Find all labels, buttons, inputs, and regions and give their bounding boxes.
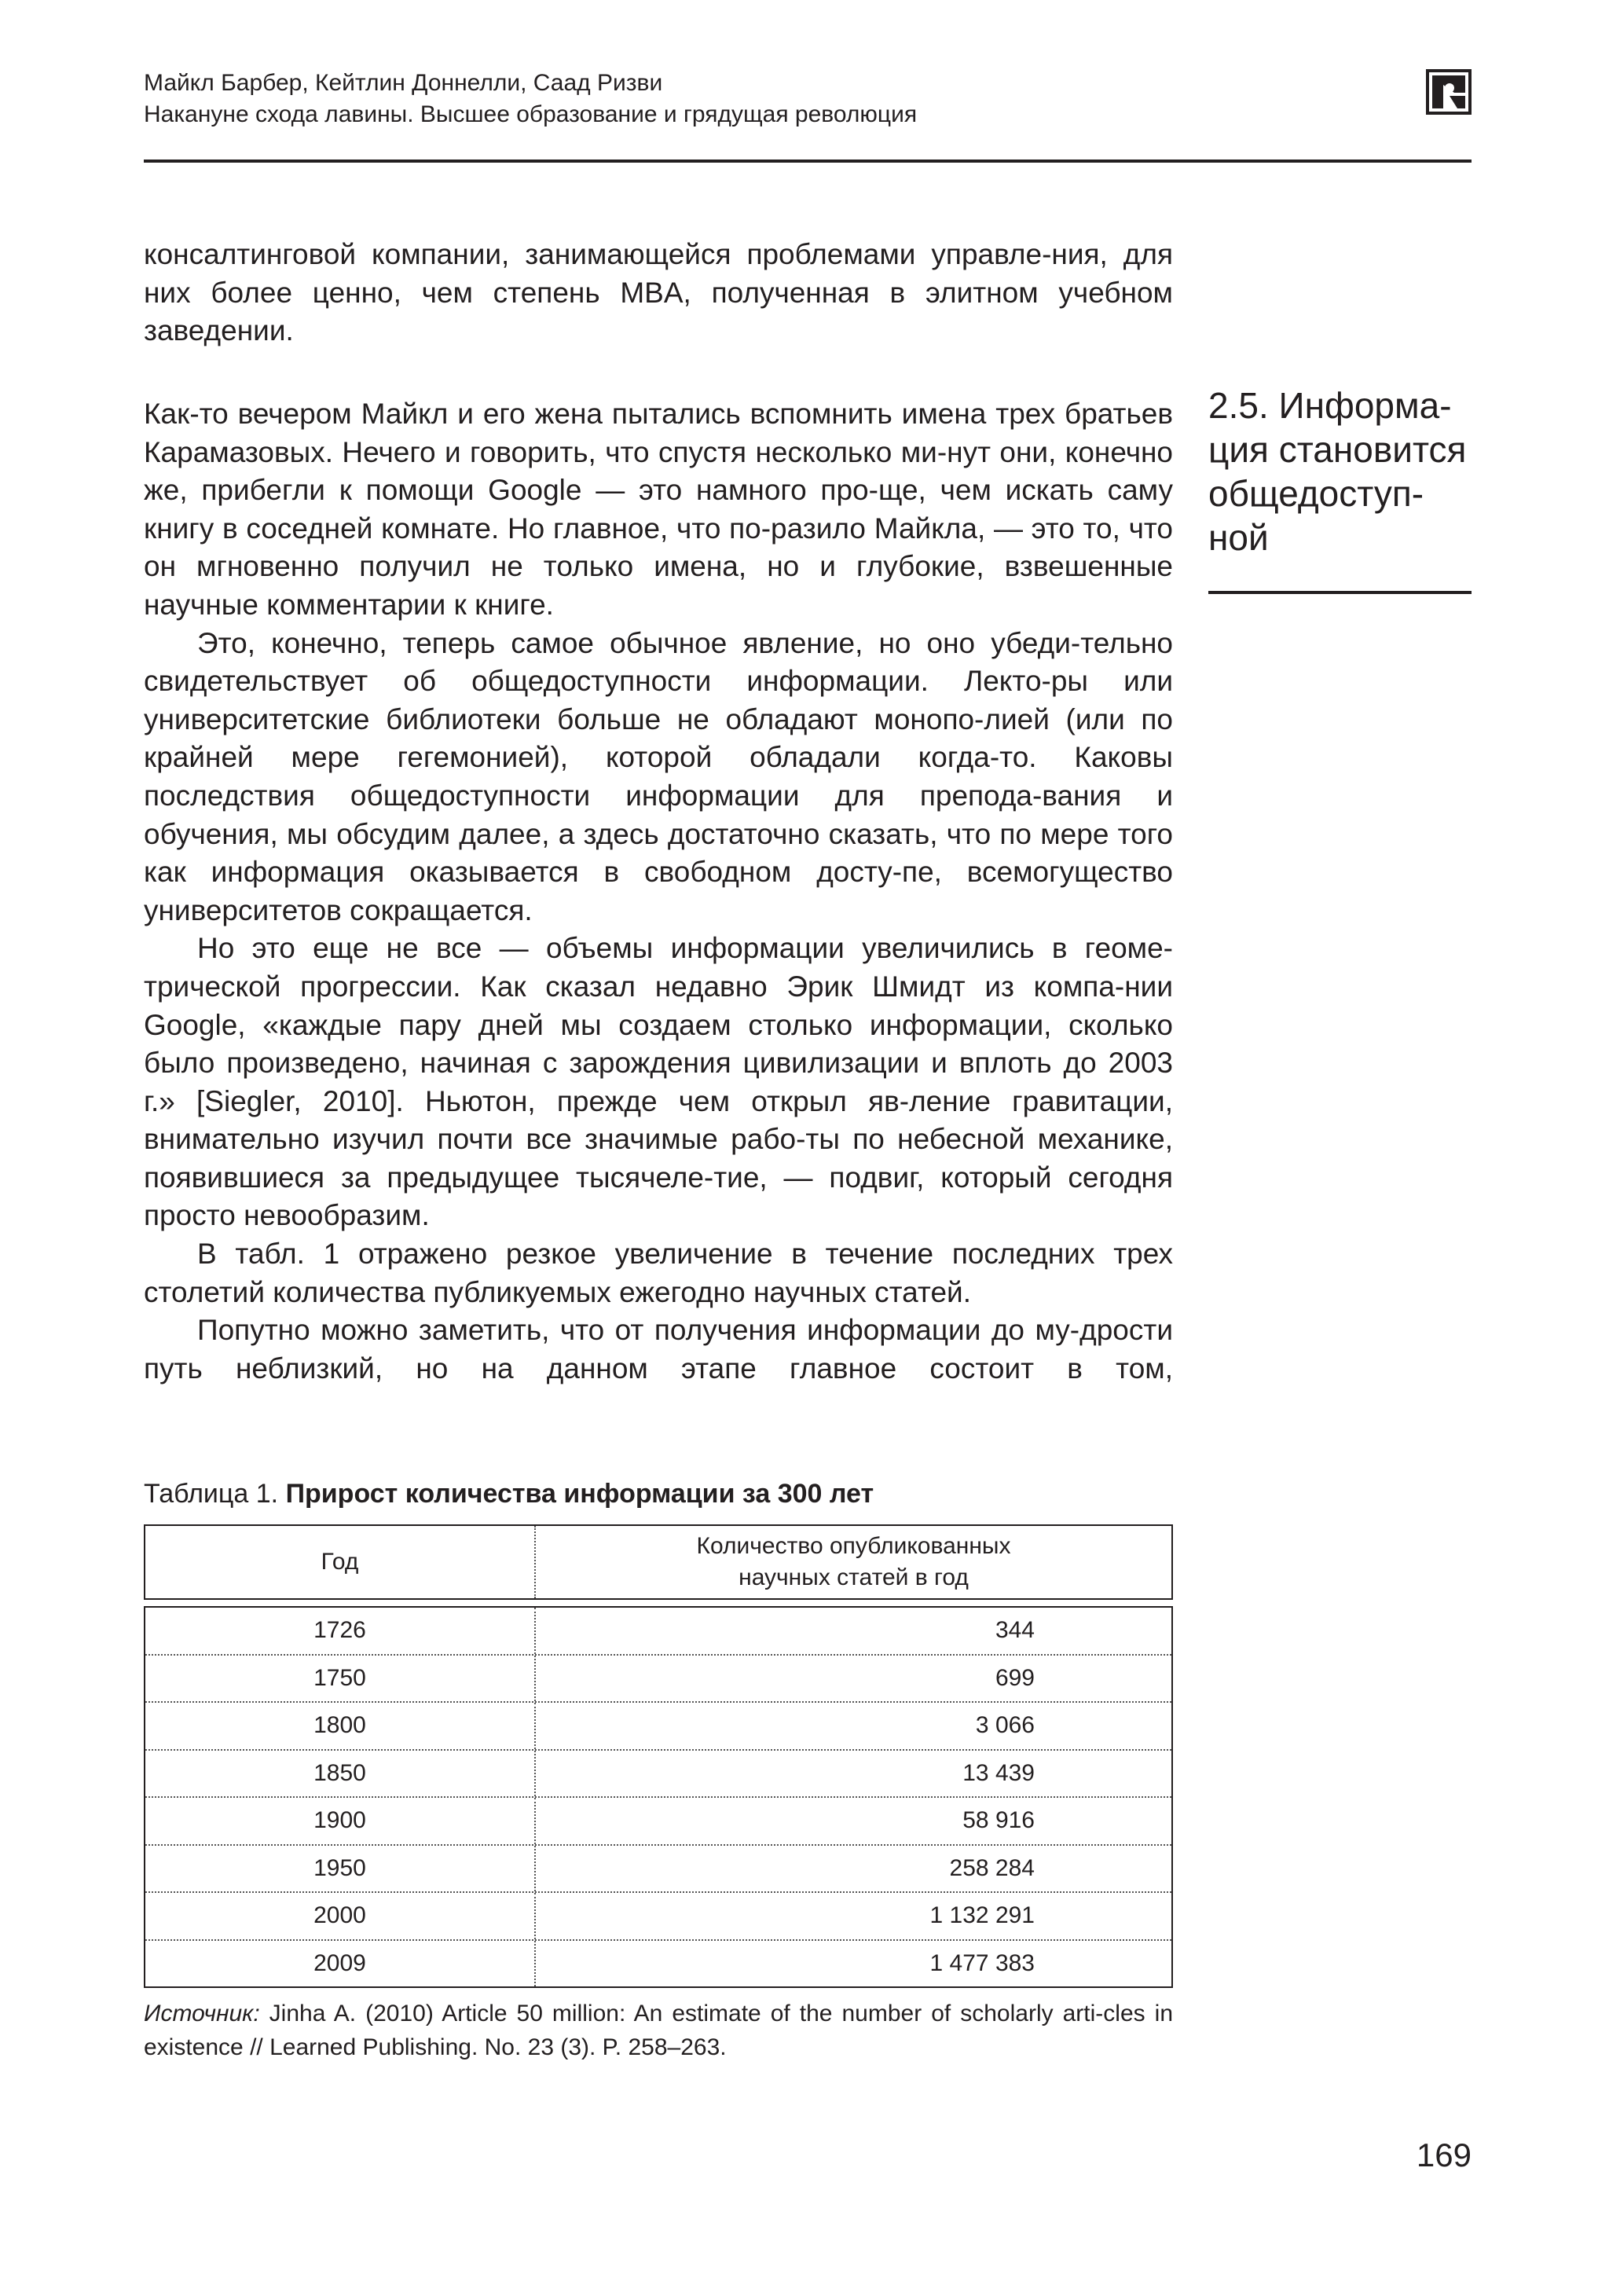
paragraph-3: Но это еще не все — объемы информации увеличились в геоме-трической прогрессии. Как сказал недавно Эрик Шмидт из компа-нии Google, «каждые пару дней мы создаем столько информации, сколько было произведено, начиная с зарождения цивилизации и вплоть до 2003 г.» [Siegler, 2010]. Ньютон, прежде чем открыл яв-ление гравитации, внимательно изучил почти все значимые рабо-ты по небесной механике, появившиеся за предыдущее тысячеле-тие, — подвиг, который сегодня просто невообразим. bbox=[144, 932, 1173, 1232]
source-text: Jinha A. (2010) Article 50 million: An estimate of the number of scholarly arti-cles in existence // Learned Publishing. No. 23 (3). P. 258–263. bbox=[144, 2001, 1173, 2060]
cell-count: 258 284 bbox=[949, 1854, 1035, 1881]
paragraph-5: Попутно можно заметить, что от получения информации до му-дрости путь неблизкий, но на данном этапе главное состоит в том, bbox=[144, 1314, 1173, 1385]
header-authors: Майкл Барбер, Кейтлин Доннелли, Саад Ризви bbox=[144, 70, 663, 96]
cell-count: 58 916 bbox=[962, 1807, 1035, 1834]
paragraph-1: Как-то вечером Майкл и его жена пытались вспомнить имена трех братьев Карамазовых. Нечего и говорить, что спустя несколько ми-нут они, конечно же, прибегли к помощи Google — это намного про-ще, чем искать саму книгу в соседней комнате. Но главное, что по-разило Майкла, — это то, что он мгновенно получил не только имена, но и глубокие, взвешенные научные комментарии к книге. bbox=[144, 398, 1173, 621]
section-heading: 2.5. Информа-ция становится общедоступ-ной bbox=[1208, 385, 1467, 558]
table-caption-title: Прирост количества информации за 300 лет bbox=[285, 1479, 874, 1509]
paragraph-2: Это, конечно, теперь самое обычное явление, но оно убеди-тельно свидетельствует об общедоступности информации. Лекто-ры или университетские библиотеки больше не обладают монопо-лией (или по крайней мере гегемонией), которой обладали когда-то. Каковы последствия общедоступности информации для препода-вания и обучения, мы обсудим далее, а здесь достаточно сказать, что по мере того как информация оказывается в свободном досту-пе, всемогущество университетов сокращается. bbox=[144, 626, 1173, 926]
cell-year: 1726 bbox=[313, 1617, 366, 1644]
cell-year: 2000 bbox=[313, 1902, 366, 1929]
table-body bbox=[144, 1606, 1173, 1988]
table-caption-prefix: Таблица 1. bbox=[144, 1479, 286, 1509]
intro-paragraph-block bbox=[144, 236, 1173, 350]
publisher-logo-icon bbox=[1426, 69, 1472, 115]
cell-count: 699 bbox=[995, 1664, 1035, 1691]
cell-count: 3 066 bbox=[975, 1712, 1035, 1739]
table-caption bbox=[144, 1476, 874, 1511]
cell-year: 2009 bbox=[313, 1949, 366, 1976]
table-row bbox=[145, 1703, 1171, 1751]
cell-count: 344 bbox=[995, 1617, 1035, 1644]
table-row bbox=[145, 1608, 1171, 1656]
cell-year: 1900 bbox=[313, 1807, 366, 1834]
column-header-count-line2: научных статей в год bbox=[739, 1564, 969, 1590]
cell-year: 1800 bbox=[313, 1712, 366, 1739]
cell-count: 1 132 291 bbox=[929, 1902, 1035, 1929]
data-table bbox=[144, 1524, 1173, 1988]
table-row bbox=[145, 1656, 1171, 1704]
column-header-count bbox=[536, 1526, 1171, 1598]
main-text bbox=[144, 395, 1173, 1388]
column-header-year: Год bbox=[321, 1549, 359, 1575]
cell-year: 1850 bbox=[313, 1759, 366, 1786]
cell-year: 1750 bbox=[313, 1664, 366, 1691]
header-divider bbox=[144, 160, 1472, 163]
table-row bbox=[145, 1798, 1171, 1846]
section-heading-divider bbox=[1208, 591, 1472, 594]
paragraph-4: В табл. 1 отражено резкое увеличение в течение последних трех столетий количества публикуемых ежегодно научных статей. bbox=[144, 1238, 1173, 1308]
intro-paragraph: консалтинговой компании, занимающейся проблемами управле-ния, для них более ценно, чем степень MBA, полученная в элитном учебном заведении. bbox=[144, 238, 1173, 347]
table-source-note bbox=[144, 1997, 1173, 2064]
table-row bbox=[145, 1893, 1171, 1941]
table-row bbox=[145, 1846, 1171, 1894]
table-header bbox=[144, 1524, 1173, 1600]
table-row bbox=[145, 1751, 1171, 1799]
column-header-count-line1: Количество опубликованных bbox=[696, 1533, 1011, 1559]
table-row bbox=[145, 1941, 1171, 1987]
cell-year: 1950 bbox=[313, 1854, 366, 1881]
running-header bbox=[144, 63, 1472, 163]
cell-count: 1 477 383 bbox=[929, 1949, 1035, 1976]
source-label: Источник: bbox=[144, 2001, 260, 2026]
header-book-title: Накануне схода лавины. Высшее образование и грядущая революция bbox=[144, 101, 918, 127]
cell-count: 13 439 bbox=[962, 1759, 1035, 1786]
page-number: 169 bbox=[1416, 2136, 1472, 2173]
